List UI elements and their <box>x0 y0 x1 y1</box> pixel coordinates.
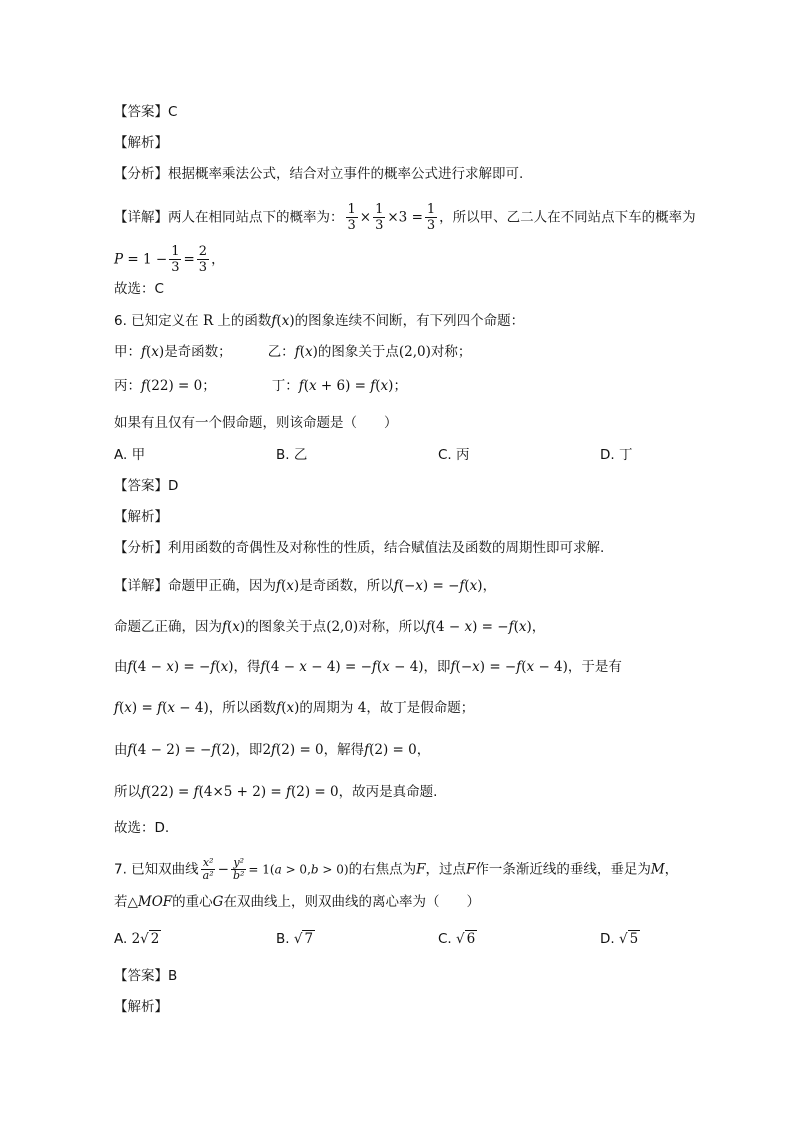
q5-analysis-tag: 【解析】 <box>114 135 168 151</box>
q5-fenxi: 【分析】根据概率乘法公式，结合对立事件的概率公式进行求解即可. <box>114 166 524 182</box>
q7-stem: 7. 已知双曲线 $\frac{\text{x²}}{\text{a²}}$ − $\frac{\text{y²}}{\text{b²}}$ = 1(a > 0,b > 0)的右焦点为F，过点F作一条渐近线的垂线，垂足为M， <box>114 856 679 882</box>
q6-detail-6: 所以f(22) = f(4×5 + 2) = f(2) = 0，故丙是真命题. <box>114 784 438 800</box>
q6-detail-4: f(x) = f(x − 4)，所以函数f(x)的周期为 4，故丁是假命题； <box>114 700 475 716</box>
q6-proposition-bing-ding: 丙：f(22) = 0； 丁：f(x + 6) = f(x)； <box>114 378 407 394</box>
q6-analysis-tag: 【解析】 <box>114 509 168 525</box>
q6-detail-3: 由f(4 − x) = −f(x)，得f(4 − x − 4) = −f(x − 4)，即f(−x) = −f(x − 4)，于是有 <box>114 659 622 675</box>
q6-choice: 故选：D. <box>114 820 170 836</box>
q6-detail-2: 命题乙正确，因为f(x)的图象关于点(2,0)对称，所以f(4 − x) = −f(x)， <box>114 619 546 635</box>
q5-xiangjie: 【详解】两人在相同站点下的概率为： $\frac{1}{3}$ × $\frac{1}{3}$ ×3 = $\frac{1}{3}$ ，所以甲、乙二人在不同站点下车的概率为 <box>114 202 696 233</box>
q6-answer: 【答案】D <box>114 478 179 494</box>
q6-question: 如果有且仅有一个假命题，则该命题是（ ） <box>114 415 398 431</box>
q7-stem-line2: 若△MOF的重心G在双曲线上，则双曲线的离心率为（ ） <box>114 894 480 910</box>
q5-answer: 【答案】C <box>114 104 178 120</box>
q6-proposition-jia-yi: 甲：f(x)是奇函数； 乙：f(x)的图象关于点(2,0)对称； <box>114 344 472 360</box>
q5-choice: 故选：C <box>114 281 164 297</box>
q5-p-expression: P = 1 − $\frac{1}{3}$ = $\frac{2}{3}$ ， <box>114 244 225 275</box>
q6-option-d: D. 丁 <box>600 447 633 463</box>
q6-option-b: B. 乙 <box>276 447 308 463</box>
q6-option-a: A. 甲 <box>114 447 146 463</box>
q6-detail-5: 由f(4 − 2) = −f(2)，即2f(2) = 0，解得f(2) = 0， <box>114 742 431 758</box>
q6-stem: 6. 已知定义在 R 上的函数f(x)的图象连续不间断，有下列四个命题： <box>114 313 525 329</box>
q6-detail-1: 【详解】命题甲正确，因为f(x)是奇函数，所以f(−x) = −f(x)， <box>114 578 497 594</box>
q7-option-b: B. √ 7 <box>276 931 314 947</box>
q7-analysis-tag: 【解析】 <box>114 999 168 1015</box>
q6-fenxi: 【分析】利用函数的奇偶性及对称性的性质，结合赋值法及函数的周期性即可求解. <box>114 540 605 556</box>
q7-option-d: D. √ 5 <box>600 931 639 947</box>
q7-answer: 【答案】B <box>114 968 178 984</box>
q7-option-c: C. √ 6 <box>438 931 476 947</box>
q6-option-c: C. 丙 <box>438 447 470 463</box>
q7-option-a: A. 2√ 2 <box>114 931 160 947</box>
frac-one-third: $\frac{1}{3}$ <box>347 202 356 233</box>
